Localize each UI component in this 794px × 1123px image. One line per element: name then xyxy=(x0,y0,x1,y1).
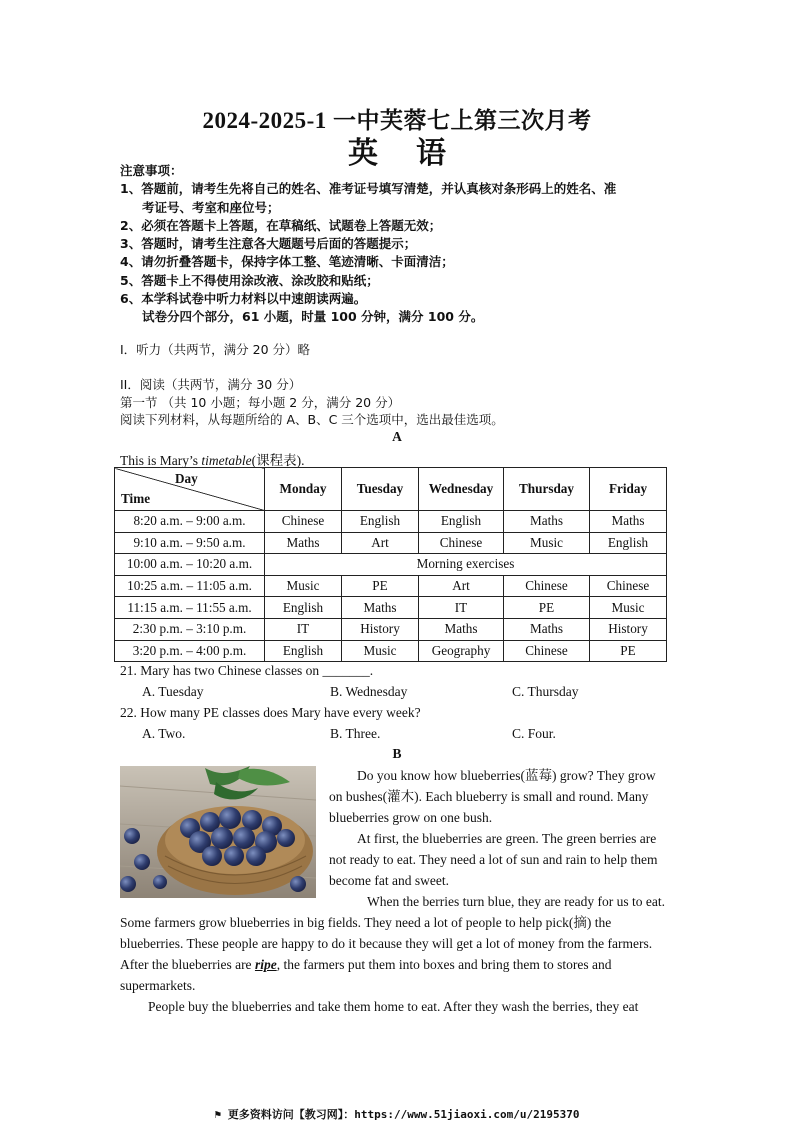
corner-day: Day xyxy=(175,471,198,486)
time-cell: 9:10 a.m. – 9:50 a.m. xyxy=(115,532,265,554)
question-21-stem: 21. Mary has two Chinese classes on _______. xyxy=(120,663,374,678)
table-cell-span: Morning exercises xyxy=(265,554,667,576)
text-line: supermarkets. xyxy=(120,978,196,993)
section-reading-instruction: 阅读下列材料，从每题所给的 A、B、C 三个选项中，选出最佳选项。 xyxy=(120,412,504,427)
intro-suffix: (课程表). xyxy=(251,453,305,468)
table-cell: PE xyxy=(590,640,667,662)
table-row xyxy=(115,640,667,662)
section-reading-title: II．阅读（共两节，满分 30 分） xyxy=(120,377,302,392)
table-cell: English xyxy=(265,640,342,662)
question-21-option-b: B. Wednesday xyxy=(330,684,408,699)
table-cell: PE xyxy=(504,597,590,619)
table-row xyxy=(115,575,667,597)
table-row xyxy=(115,618,667,640)
table-cell: Chinese xyxy=(265,511,342,533)
notice-block xyxy=(120,162,680,327)
table-cell: Music xyxy=(590,597,667,619)
notice-summary: 试卷分四个部分，61 小题，时量 100 分钟，满分 100 分。 xyxy=(142,309,484,325)
intro-italic: timetable xyxy=(201,453,252,468)
table-cell: History xyxy=(342,618,419,640)
text-line: blueberries. These people are happy to do it because they will get a lot of money from the farmers. xyxy=(120,936,653,951)
corner-time: Time xyxy=(121,491,151,506)
underlined-word-ripe: ripe xyxy=(254,957,277,972)
notice-item-1-cont: 考证号、考室和座位号； xyxy=(142,199,280,215)
table-cell: Music xyxy=(342,640,419,662)
table-cell: History xyxy=(590,618,667,640)
text-line: Some farmers grow blueberries in big fields. They need a lot of people to help pick(摘) the xyxy=(120,915,612,930)
table-cell: English xyxy=(265,597,342,619)
table-cell: Music xyxy=(265,575,342,597)
timetable xyxy=(114,467,667,662)
flag-icon: ⚑ xyxy=(214,1108,228,1121)
time-cell: 10:25 a.m. – 11:05 a.m. xyxy=(115,575,265,597)
timetable-corner xyxy=(115,468,265,511)
table-cell: Chinese xyxy=(504,575,590,597)
table-row xyxy=(115,597,667,619)
question-22-option-b: B. Three. xyxy=(330,726,381,741)
footer-link[interactable] xyxy=(0,1106,794,1122)
question-22-option-c: C. Four. xyxy=(512,726,556,741)
exam-title: 2024-2025-1 一中芙蓉七上第三次月考 xyxy=(202,108,592,133)
notice-heading: 注意事项： xyxy=(120,163,183,178)
question-21-option-c: C. Thursday xyxy=(512,684,579,699)
table-cell: English xyxy=(342,511,419,533)
table-cell: IT xyxy=(419,597,504,619)
section-listening: I．听力（共两节，满分 20 分）略 xyxy=(120,342,311,357)
table-row xyxy=(115,532,667,554)
text-line: At first, the blueberries are green. The green berries are xyxy=(357,831,657,846)
text-line: become fat and sweet. xyxy=(329,873,449,888)
text-line: When the berries turn blue, they are ready for us to eat. xyxy=(367,894,666,909)
question-22-stem: 22. How many PE classes does Mary have every week? xyxy=(120,705,421,720)
table-cell: Maths xyxy=(504,511,590,533)
table-cell: Chinese xyxy=(504,640,590,662)
time-cell: 11:15 a.m. – 11:55 a.m. xyxy=(115,597,265,619)
notice-item-2: 2、必须在答题卡上答题，在草稿纸、试题卷上答题无效； xyxy=(120,217,442,233)
time-cell: 2:30 p.m. – 3:10 p.m. xyxy=(115,618,265,640)
table-cell: Art xyxy=(342,532,419,554)
text-line: blueberries grow on one bush. xyxy=(329,810,493,825)
notice-item-6: 6、本学科试卷中听力材料以中速朗读两遍。 xyxy=(120,291,367,307)
text-line: on bushes(灌木). Each blueberry is small and round. Many xyxy=(329,789,649,804)
question-22-option-a: A. Two. xyxy=(142,726,186,741)
day-header: Monday xyxy=(265,468,342,511)
text-span: , the farmers put them into boxes and bring them to stores and xyxy=(276,957,612,972)
passage-b-para-1 xyxy=(329,765,677,912)
text-line: People buy the blueberries and take them home to eat. After they wash the berries, they eat xyxy=(148,999,639,1014)
section-reading-part1: 第一节 （共 10 小题；每小题 2 分，满分 20 分） xyxy=(120,395,401,410)
table-cell: Maths xyxy=(419,618,504,640)
table-cell: PE xyxy=(342,575,419,597)
passage-b-para-3 xyxy=(120,912,677,1017)
passage-a-intro xyxy=(120,449,305,469)
text-span: After the blueberries are xyxy=(120,957,255,972)
table-cell: Maths xyxy=(265,532,342,554)
table-cell: Music xyxy=(504,532,590,554)
time-cell: 10:00 a.m. – 10:20 a.m. xyxy=(115,554,265,576)
table-cell: Maths xyxy=(342,597,419,619)
blueberry-basket-image xyxy=(120,766,316,898)
time-cell: 8:20 a.m. – 9:00 a.m. xyxy=(115,511,265,533)
notice-item-5: 5、答题卡上不得使用涂改液、涂改胶和贴纸； xyxy=(120,272,379,288)
day-header: Wednesday xyxy=(419,468,504,511)
notice-item-1: 1、答题前，请考生先将自己的姓名、准考证号填写清楚，并认真核对条形码上的姓名、准 xyxy=(120,181,617,197)
table-cell: English xyxy=(419,511,504,533)
passage-b-label: B xyxy=(392,746,402,761)
table-cell: English xyxy=(590,532,667,554)
day-header: Tuesday xyxy=(342,468,419,511)
table-row xyxy=(115,554,667,576)
table-cell: Chinese xyxy=(419,532,504,554)
table-cell: Maths xyxy=(590,511,667,533)
notice-item-3: 3、答题时，请考生注意各大题题号后面的答题提示； xyxy=(120,236,417,252)
table-cell: Chinese xyxy=(590,575,667,597)
time-cell: 3:20 p.m. – 4:00 p.m. xyxy=(115,640,265,662)
notice-item-4: 4、请勿折叠答题卡，保持字体工整、笔迹清晰、卡面清洁； xyxy=(120,254,454,270)
text-line: Do you know how blueberries(蓝莓) grow? They grow xyxy=(357,768,656,783)
table-cell: Maths xyxy=(504,618,590,640)
table-row xyxy=(115,511,667,533)
question-21-option-a: A. Tuesday xyxy=(142,684,204,699)
exam-subject: 英语 xyxy=(348,137,484,170)
day-header: Thursday xyxy=(504,468,590,511)
text-line: not ready to eat. They need a lot of sun and rain to help them xyxy=(329,852,658,867)
passage-a-label: A xyxy=(392,429,402,444)
table-cell: Art xyxy=(419,575,504,597)
footer-text: 更多资料访问【教习网】：https://www.51jiaoxi.com/u/2195370 xyxy=(227,1108,580,1121)
text-line xyxy=(120,954,677,975)
intro-text: This is Mary’s xyxy=(120,453,202,468)
table-cell: IT xyxy=(265,618,342,640)
table-cell: Geography xyxy=(419,640,504,662)
day-header: Friday xyxy=(590,468,667,511)
